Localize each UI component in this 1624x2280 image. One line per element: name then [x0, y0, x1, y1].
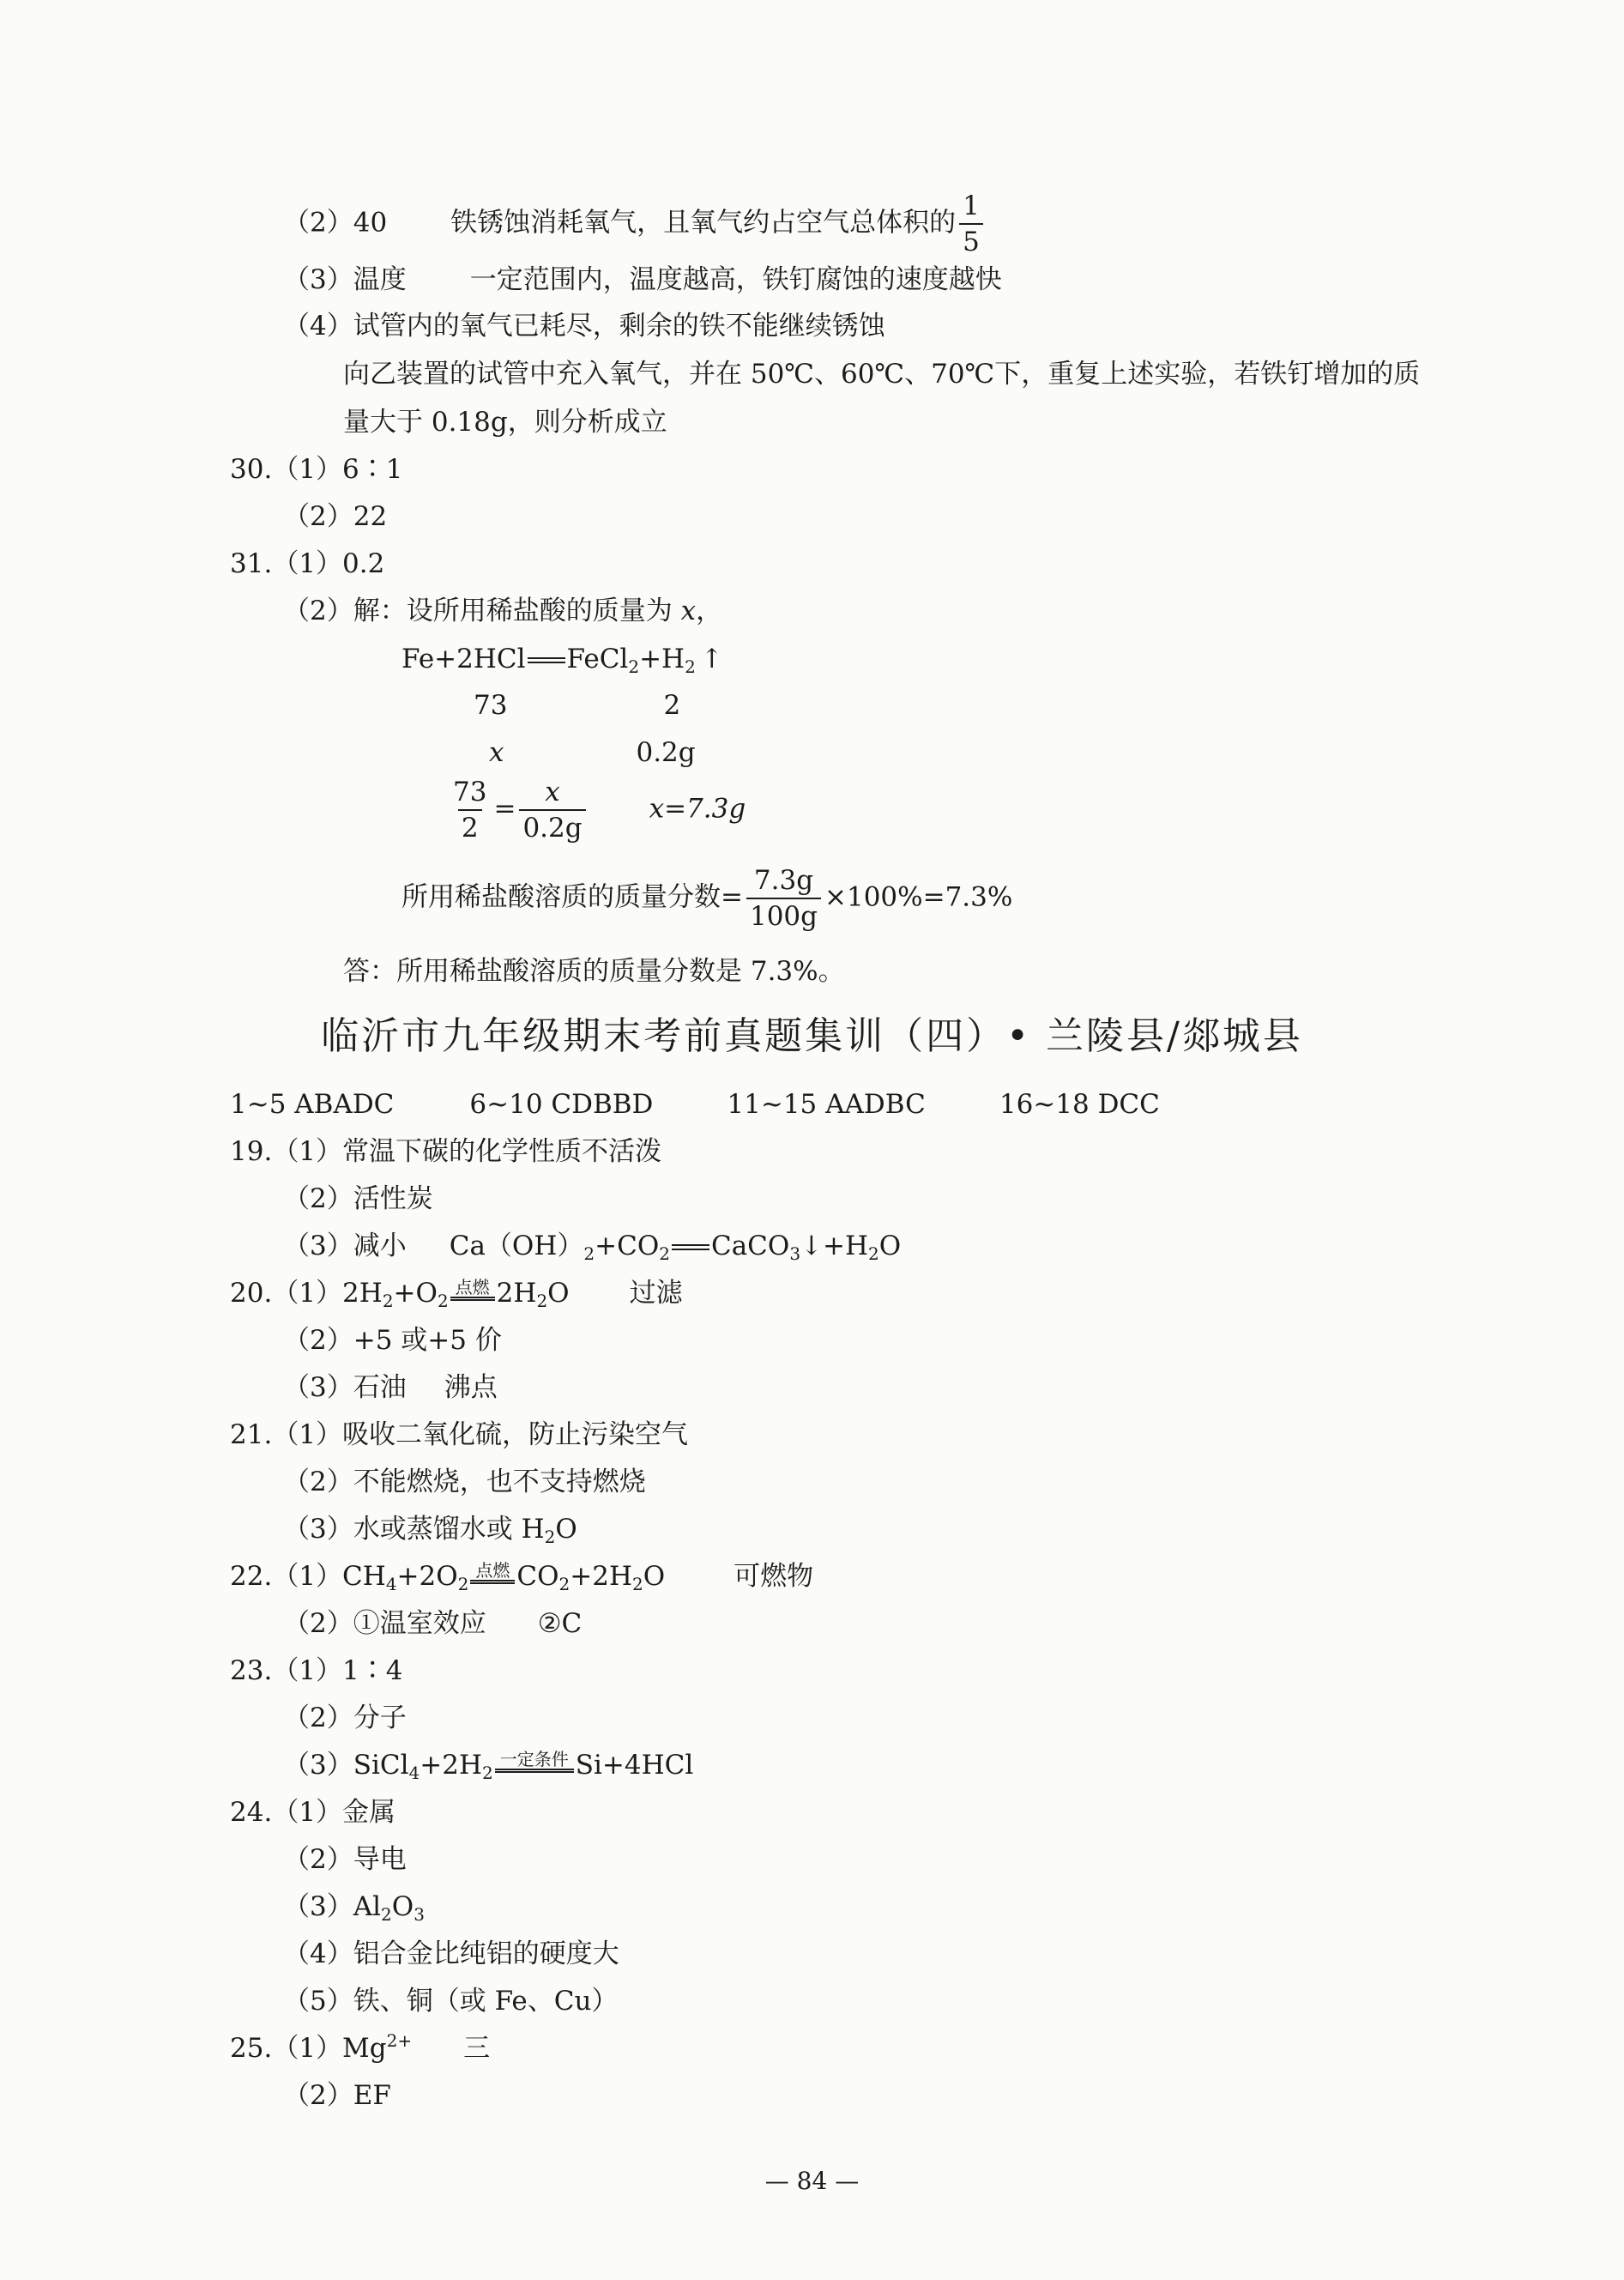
equals-sign	[528, 657, 565, 663]
q19-part2: （2）活性炭	[283, 1183, 433, 1214]
q19-part3: （3）减小 $Ca(OH)_2+CO_2$ $CaCO_3↓+H_2O$	[283, 1231, 902, 1264]
reaction-condition: 点燃	[450, 1278, 495, 1301]
q29-part3: （3）温度 一定范围内，温度越高，铁钉腐蚀的速度越快	[283, 264, 1002, 295]
q30-part1: 30.（1）6∶1	[230, 454, 403, 485]
q20-part2: （2）+5 或+5 价	[283, 1325, 502, 1356]
q24-part2: （2）导电	[283, 1844, 407, 1875]
q31-part1: 31.（1）0.2	[230, 548, 385, 579]
q24-part3: $(3)Al_2O_3$	[283, 1891, 425, 1925]
q19-part1: 19.（1）常温下碳的化学性质不活泼	[230, 1136, 662, 1167]
q24-part1: 24.（1）金属	[230, 1797, 396, 1828]
q31-part2: （2）解：设所用稀盐酸的质量为 x，	[283, 596, 723, 626]
q23-part3: $(3)SiCl_4+2H_2$ 一定条件 Si+4HCl	[283, 1749, 694, 1783]
q29-part4: （4）试管内的氧气已耗尽，剩余的铁不能继续锈蚀	[283, 311, 885, 342]
q31-equation: Fe+2HCl $FeCl_2+H_2$ ↑	[401, 644, 723, 677]
fraction-one-fifth: $\frac{1}{5}$	[959, 191, 983, 257]
q20-part1: $20.(1)2H_2+O_2$ 点燃 $2H_2O$ 过滤	[230, 1277, 683, 1311]
q29-part2: （2）40 铁锈蚀消耗氧气，且氧气约占空气总体积的 $\frac{1}{5}$	[283, 191, 987, 257]
q31-answer: 答：所用稀盐酸溶质的质量分数是 7.3%。	[343, 956, 845, 987]
q30-part2: （2）22	[283, 501, 388, 532]
section-title: 临沂市九年级期末考前真题集训（四）• 兰陵县/郯城县	[321, 1014, 1303, 1058]
q20-part3: （3）石油 沸点	[283, 1372, 498, 1403]
q21-part2: （2）不能燃烧，也不支持燃烧	[283, 1467, 646, 1497]
q25-part2: （2）EF	[283, 2080, 391, 2111]
q31-ratio-row1: 73 2	[474, 690, 681, 721]
q23-part1: 23.（1）1∶4	[230, 1655, 403, 1686]
q29-part4-line3: 量大于 0.18g，则分析成立	[343, 407, 667, 438]
page-number: — 84 —	[764, 2167, 860, 2195]
q21-part1: 21.（1）吸收二氧化硫，防止污染空气	[230, 1419, 689, 1450]
q31-ratio-row2: x 0.2g	[489, 737, 696, 768]
mc-answers: 1~5 ABADC 6~10 CDBBD 11~15 AADBC 16~18 DCC	[230, 1089, 1160, 1120]
q21-part3: （3）水或蒸馏水或 $H_2O$	[283, 1514, 577, 1547]
q22-part2: （2）①温室效应 ②C	[283, 1608, 583, 1639]
q24-part5: （5）铁、铜（或 Fe、Cu）	[283, 1986, 619, 2017]
q31-proportion: $\frac{73}{2}$ = $\frac{x}{0.2g}$ x=7.3g	[453, 777, 746, 844]
q25-part1: $25.(1)Mg^{2+}$ 三	[230, 2030, 491, 2064]
q31-percentage: 所用稀盐酸溶质的质量分数= $\frac{7.3g}{100g}$ ×100%=7.3%	[401, 865, 1013, 932]
q22-part1: $22.(1)CH_4+2O_2$ 点燃 $CO_2+2H_2O$ 可燃物	[230, 1560, 814, 1594]
q23-part2: （2）分子	[283, 1702, 407, 1733]
q24-part4: （4）铝合金比纯铝的硬度大	[283, 1938, 619, 1969]
q29-part4-line2: 向乙装置的试管中充入氧气，并在 50℃、60℃、70℃下，重复上述实验，若铁钉增加的质	[343, 359, 1421, 390]
